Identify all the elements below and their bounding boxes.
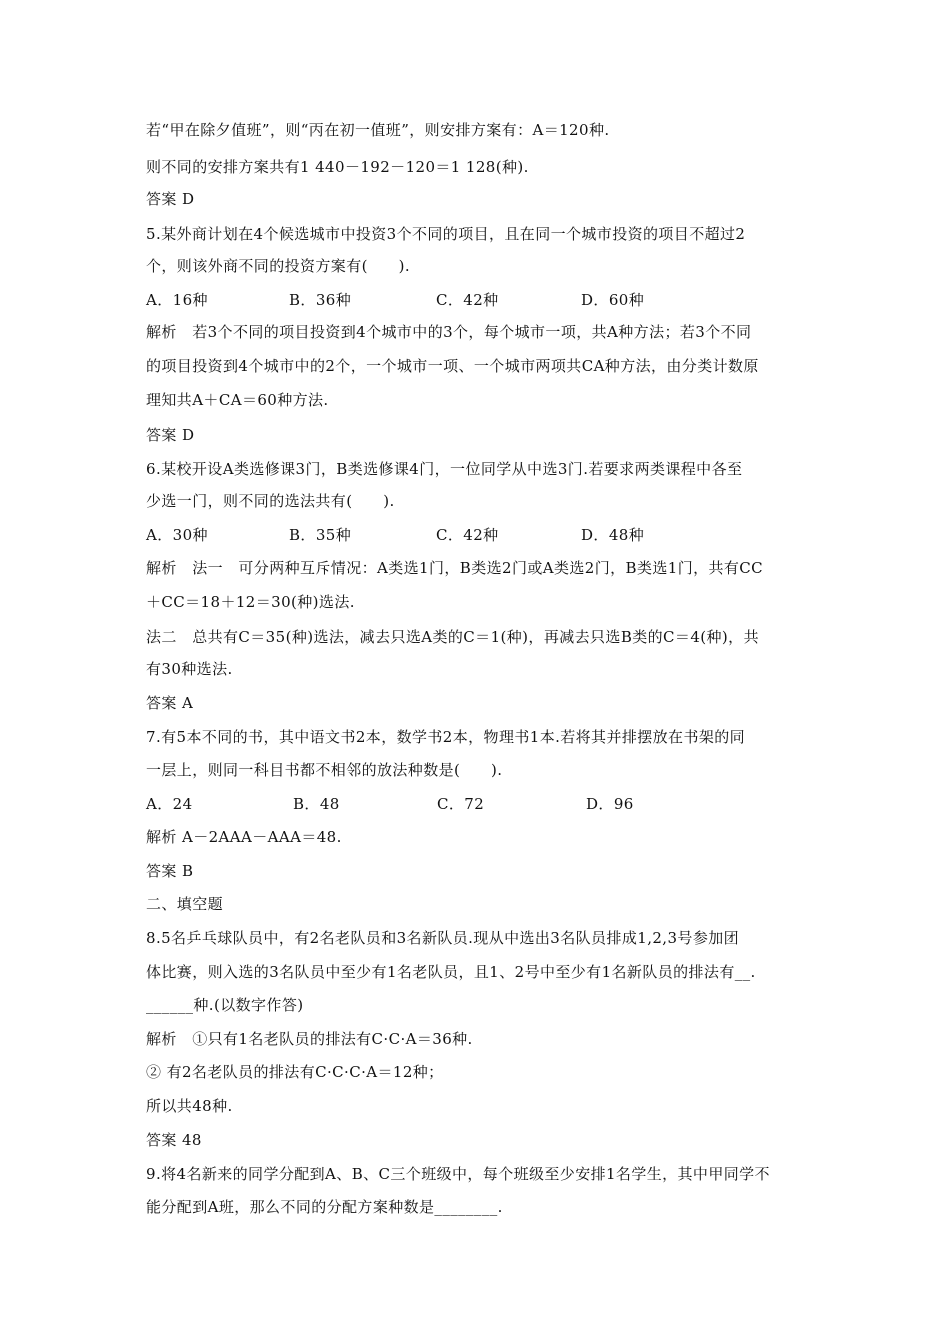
solution-6-alt: 法二 总共有C＝35(种)选法，减去只选A类的C＝1(种)，再减去只选B类的C＝4(种)，共 (146, 628, 759, 646)
option-a: A．16种 (146, 291, 208, 309)
option-a: A．30种 (146, 526, 208, 544)
answer-line: 答案 B (146, 862, 194, 880)
solution-7: 解析 A－2AAA－AAA＝48. (146, 828, 342, 846)
answer-line: 答案 48 (146, 1131, 202, 1149)
question-8-cont: ______种.(以数字作答) (146, 996, 304, 1014)
answer-line: 答案 D (146, 190, 195, 208)
solution-8-cont: ② 有2名老队员的排法有C·C·C·A＝12种； (146, 1063, 444, 1081)
option-c: C．42种 (436, 526, 499, 544)
option-c: C．72 (437, 795, 485, 813)
option-d: D．48种 (581, 526, 645, 544)
text-line: 则不同的安排方案共有1 440－192－120＝1 128(种). (146, 158, 529, 176)
question-9-cont: 能分配到A班，那么不同的分配方案种数是________. (146, 1198, 503, 1216)
question-7-options (146, 794, 786, 814)
solution-6-cont: ＋CC＝18＋12＝30(种)选法. (146, 593, 355, 611)
question-7-cont: 一层上，则同一科目书都不相邻的放法种数是( ). (146, 761, 503, 779)
option-a: A．24 (146, 795, 193, 813)
solution-8-cont: 所以共48种. (146, 1097, 233, 1115)
option-b: B．35种 (289, 526, 352, 544)
answer-line: 答案 A (146, 694, 194, 712)
option-b: B．48 (293, 795, 340, 813)
solution-5-cont: 理知共A＋CA＝60种方法. (146, 391, 329, 409)
question-6: 6.某校开设A类选修课3门，B类选修课4门，一位同学从中选3门.若要求两类课程中各至 (146, 460, 743, 478)
question-5: 5.某外商计划在4个候选城市中投资3个不同的项目，且在同一个城市投资的项目不超过2 (146, 225, 746, 243)
solution-5: 解析 若3个不同的项目投资到4个城市中的3个，每个城市一项，共A种方法；若3个不同 (146, 323, 752, 341)
solution-6: 解析 法一 可分两种互斥情况：A类选1门，B类选2门或A类选2门，B类选1门，共有CC (146, 559, 764, 577)
option-c: C．42种 (436, 291, 499, 309)
text-line: 若“甲在除夕值班”，则“丙在初一值班”，则安排方案有：A＝120种. (146, 121, 610, 139)
question-6-options (146, 525, 786, 545)
solution-8: 解析 ①只有1名老队员的排法有C·C·A＝36种. (146, 1030, 473, 1048)
option-b: B．36种 (289, 291, 352, 309)
question-6-cont: 少选一门，则不同的选法共有( ). (146, 492, 395, 510)
question-9: 9.将4名新来的同学分配到A、B、C三个班级中，每个班级至少安排1名学生，其中甲同学不 (146, 1165, 770, 1183)
question-8-cont: 体比赛，则入选的3名队员中至少有1名老队员，且1、2号中至少有1名新队员的排法有__. (146, 963, 756, 981)
solution-6-alt-cont: 有30种选法. (146, 660, 233, 678)
answer-line: 答案 D (146, 426, 195, 444)
section-heading: 二、填空题 (146, 895, 224, 913)
question-5-cont: 个，则该外商不同的投资方案有( ). (146, 257, 411, 275)
question-7: 7.有5本不同的书，其中语文书2本，数学书2本，物理书1本.若将其并排摆放在书架的同 (146, 728, 746, 746)
option-d: D．60种 (581, 291, 645, 309)
question-5-options (146, 290, 786, 310)
question-8: 8.5名乒乓球队员中，有2名老队员和3名新队员.现从中选出3名队员排成1,2,3号参加团 (146, 929, 740, 947)
option-d: D．96 (586, 795, 634, 813)
solution-5-cont: 的项目投资到4个城市中的2个，一个城市一项、一个城市两项共CA种方法，由分类计数原 (146, 357, 759, 375)
